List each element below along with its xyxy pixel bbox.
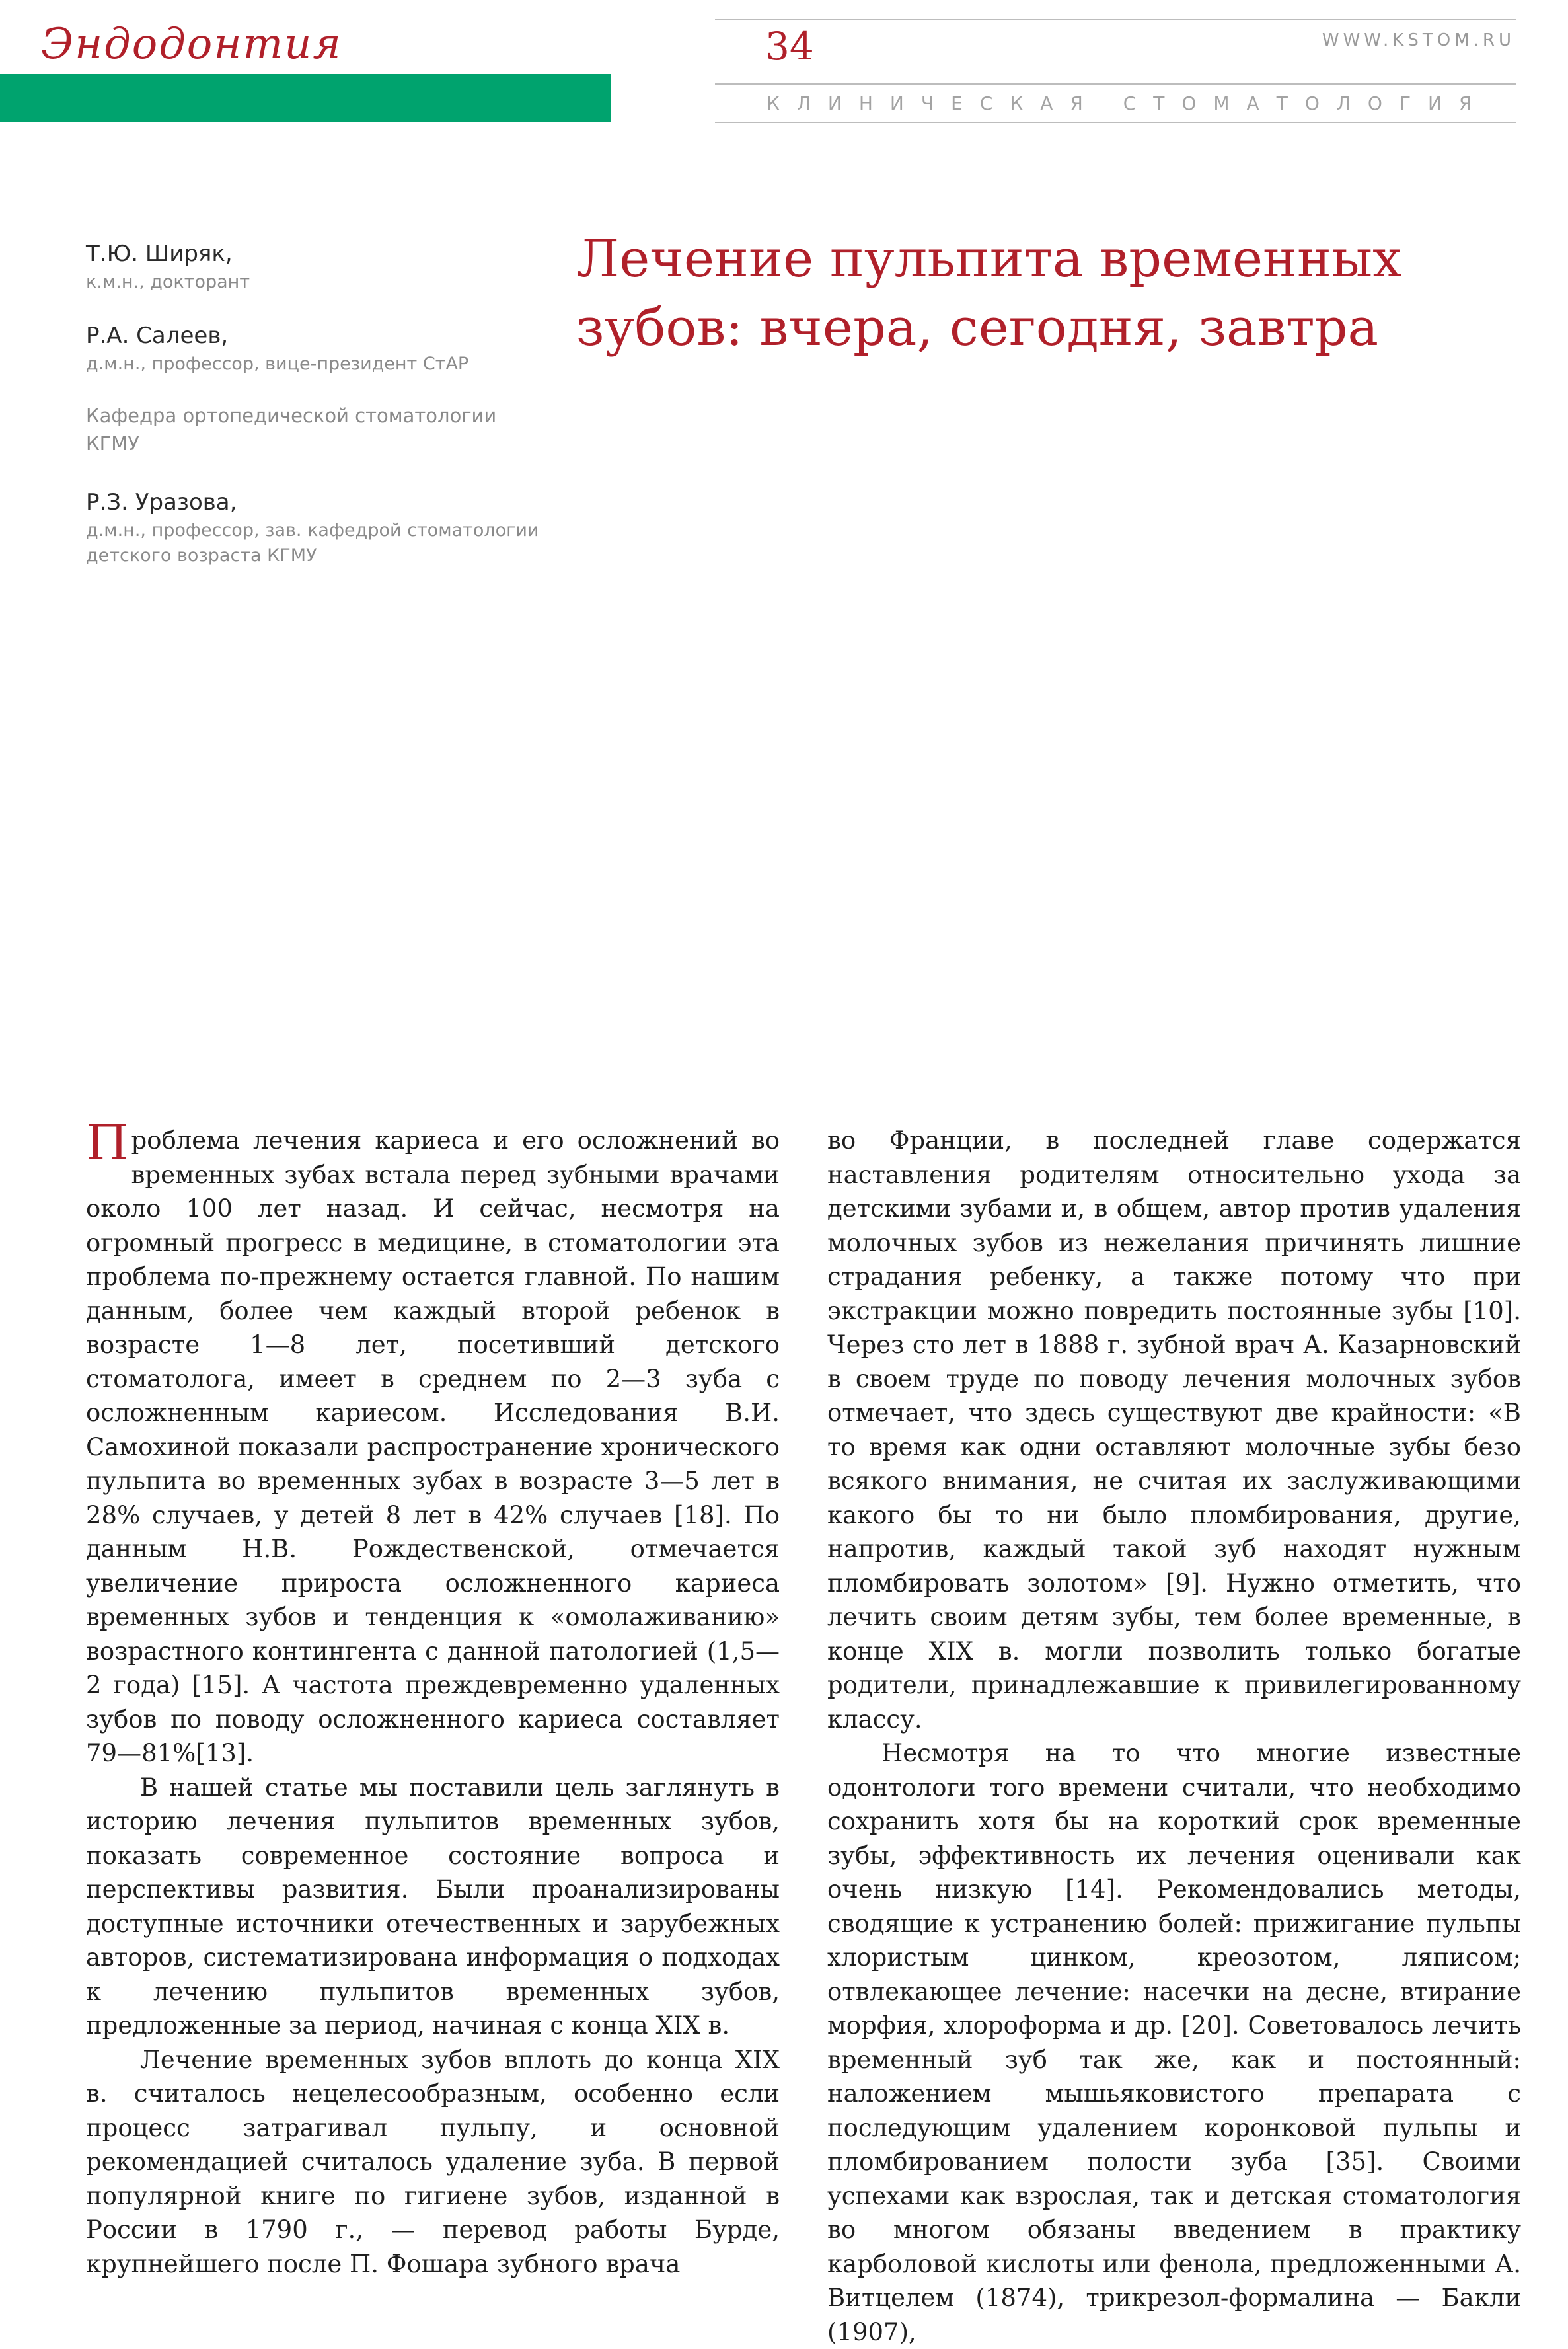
- body-column-left: [86, 1114, 780, 2281]
- drop-cap: П: [86, 1114, 129, 1171]
- header-bottom-rule: [715, 122, 1516, 123]
- author-name-3: Р.З. Уразова,: [86, 489, 237, 516]
- section-color-bar: [0, 74, 611, 122]
- author-name-1: Т.Ю. Ширяк,: [86, 241, 233, 267]
- page-number: 34: [765, 24, 814, 69]
- body-paragraph-3: Лечение временных зубов вплоть до конца XIX в. считалось нецелесообразным, особенно если процесс затрагивал пульпу, и основной рекомендацией считалось удаление зуба. В первой популярной книге по гигиене зубов, изданной в России в 1790 г., — перевод работы Бурде, крупнейшего после П. Фошара зубного врача: [86, 2045, 780, 2278]
- article-title: Лечение пульпита временных зубов: вчера, сегодня, завтра: [576, 229, 1402, 358]
- header-mid-rule: [715, 83, 1516, 85]
- body-paragraph-2: В нашей статье мы поставили цель заглянуть в историю лечения пульпитов временных зубов, показать современное состояние вопроса и перспективы развития. Были проанализированы доступные источники отечественных и зарубежных авторов, систематизирована информация о подходах к лечению пульпитов временных зубов, предложенные за период, начиная с конца XIX в.: [86, 1773, 780, 2040]
- journal-name: КЛИНИЧЕСКАЯ СТОМАТОЛОГИЯ: [766, 93, 1489, 114]
- affiliation: Кафедра ортопедической стоматологии КГМУ: [86, 404, 497, 455]
- body-paragraph-1: [86, 1114, 780, 1771]
- body-paragraph-1-text: роблема лечения кариеса и его осложнений во временных зубах встала перед зубными врачами около 100 лет назад. И сейчас, несмотря на огромный прогресс в медицине, в стоматологии эта проблема по-прежнему остается главной. По нашим данным, более чем каждый второй ребенок в возрасте 1—8 лет, посетивший детского стоматолога, имеет в среднем по 2—3 зуба с осложненным кариесом. Исследования В.И. Самохиной показали распространение хронического пульпита во временных зубах в возрасте 3—5 лет в 28% случаев, у детей 8 лет в 42% случаев [18]. По данным Н.В. Рождественской, отмечается увеличение прироста осложненного кариеса временных зубов и тенденция к «омолаживанию» возрастного контингента с данной патологией (1,5—2 года) [15]. А частота преждевременно удаленных зубов по поводу осложненного кариеса составляет 79—81%[13].: [86, 1126, 780, 1767]
- section-label: Эндодонтия: [41, 20, 342, 69]
- body-paragraph-5: Несмотря на то что многие известные одонтологи того времени считали, что необходимо сохранить хотя бы на короткий срок временные зубы, эффективность их лечения оценивали как очень низкую [14]. Рекомендовались методы, сводящие к устранению болей: прижигание пульпы хлористым цинком, креозотом, ляписом; отвлекающее лечение: насечки на десне, втирание морфия, хлороформа и др. [20]. Советовалось лечить временный зуб так же, как и постоянный: наложением мышьяковистого препарата с последующим удалением коронковой пульпы и пломбированием полости зуба [35]. Своими успехами как взрослая, так и детская стоматология во многом обязаны введением в практику карболовой кислоты или фенола, предложенными А. Витцелем (1874), трикрезол-формалина — Бакли (1907),: [827, 1739, 1521, 2346]
- header-top-rule: [715, 19, 1516, 20]
- body-paragraph-4: во Франции, в последней главе содержатся наставления родителям относительно ухода за детскими зубами и, в общем, автор против удаления молочных зубов из нежелания причинять лишние страдания ребенку, а также потому что при экстракции можно повредить постоянные зубы [10]. Через сто лет в 1888 г. зубной врач А. Казарновский в своем труде по поводу лечения молочных зубов отмечает, что здесь существуют две крайности: «В то время как одни оставляют молочные зубы безо всякого внимания, не считая их заслуживающими какого бы то ни было пломбирования, другие, напротив, каждый такой зуб находят нужным пломбировать золотом» [9]. Нужно отметить, что лечить своим детям зубы, тем более временные, в конце XIX в. могли позволить только богатые родители, принадлежавшие к привилегированному классу.: [827, 1126, 1521, 1734]
- site-url[interactable]: WWW.KSTOM.RU: [1322, 30, 1515, 50]
- author-role-2: д.м.н., профессор, вице-президент СтАР: [86, 354, 469, 374]
- author-role-3: д.м.н., профессор, зав. кафедрой стоматологии детского возраста КГМУ: [86, 520, 539, 566]
- author-name-2: Р.А. Салеев,: [86, 323, 229, 349]
- body-column-right: [827, 1124, 1521, 2349]
- author-role-1: к.м.н., докторант: [86, 272, 250, 292]
- author-block: [86, 238, 548, 594]
